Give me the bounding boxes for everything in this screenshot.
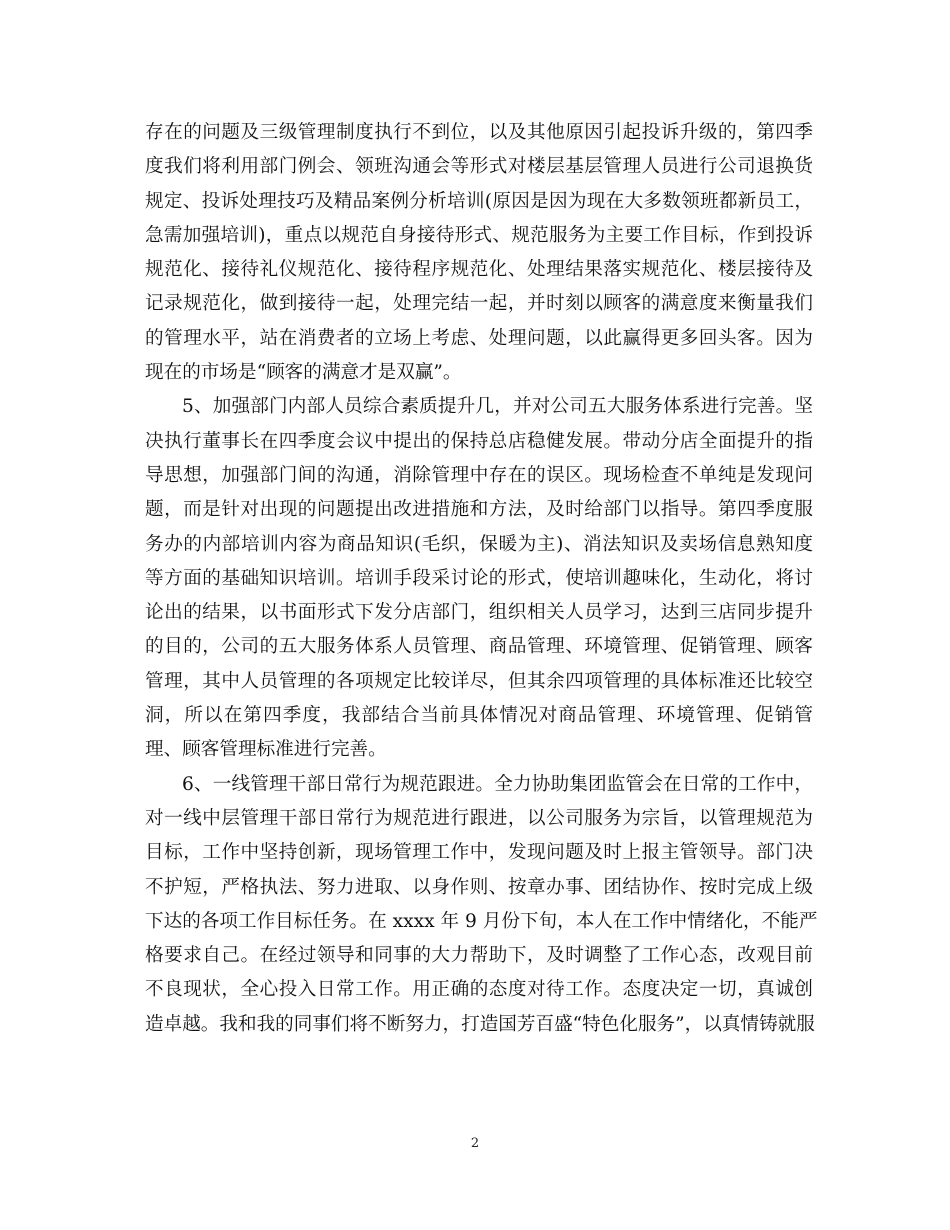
text-line: 管理，其中人员管理的各项规定比较详尽，但其余四项管理的具体标准还比较空 — [145, 670, 813, 692]
text-line: 论出的结果，以书面形式下发分店部门，组织相关人员学习，达到三店同步提升 — [145, 602, 813, 624]
text-line: 的管理水平，站在消费者的立场上考虑、处理问题，以此赢得更多回头客。因为 — [145, 327, 813, 349]
text-line: 决执行董事长在四季度会议中提出的保持总店稳健发展。带动分店全面提升的指 — [145, 430, 813, 452]
text-line: 6、一线管理干部日常行为规范跟进。全力协助集团监管会在日常的工作中， — [182, 773, 813, 795]
paragraph-complaint-handling — [145, 116, 813, 390]
text-line: 洞，所以在第四季度，我部结合当前具体情况对商品管理、环境管理、促销管 — [145, 705, 813, 727]
text-line: 现在的市场是“顾客的满意才是双赢”。 — [145, 362, 462, 384]
text-line: 不护短，严格执法、努力进取、以身作则、按章办事、团结协作、按时完成上级 — [145, 876, 813, 898]
text-line: 度我们将利用部门例会、领班沟通会等形式对楼层基层管理人员进行公司退换货 — [145, 156, 813, 178]
text-line: 规定、投诉处理技巧及精品案例分析培训(原因是因为现在大多数领班都新员工， — [145, 190, 813, 212]
text-line: 记录规范化，做到接待一起，处理完结一起，并时刻以顾客的满意度来衡量我们 — [145, 293, 813, 315]
text-line: 题，而是针对出现的问题提出改进措施和方法，及时给部门以指导。第四季度服 — [145, 499, 813, 521]
paragraph-item-6 — [145, 768, 818, 1042]
text-line: 对一线中层管理干部日常行为规范进行跟进，以公司服务为宗旨，以管理规范为 — [145, 807, 813, 829]
text-line: 急需加强培训)，重点以规范自身接待形式、规范服务为主要工作目标，作到投诉 — [145, 224, 813, 246]
text-line: 格要求自己。在经过领导和同事的大力帮助下，及时调整了工作心态，改观目前 — [145, 945, 813, 967]
text-line: 下达的各项工作目标任务。在 xxxx 年 9 月份下旬，本人在工作中情绪化，不能严 — [145, 910, 818, 932]
text-line: 规范化、接待礼仪规范化、接待程序规范化、处理结果落实规范化、楼层接待及 — [145, 259, 813, 281]
text-line: 导思想，加强部门间的沟通，消除管理中存在的误区。现场检查不单纯是发现问 — [145, 464, 813, 486]
text-line: 等方面的基础知识培训。培训手段采讨论的形式，使培训趣味化，生动化，将讨 — [145, 567, 813, 589]
paragraph-item-5 — [145, 390, 813, 767]
text-line: 理、顾客管理标准进行完善。 — [145, 739, 387, 761]
document-body — [145, 116, 818, 1042]
text-line: 不良现状，全心投入日常工作。用正确的态度对待工作。态度决定一切，真诚创 — [145, 979, 813, 1001]
text-line: 造卓越。我和我的同事们将不断努力，打造国芳百盛“特色化服务”，以真情铸就服 — [145, 1013, 815, 1035]
text-line: 5、加强部门内部人员综合素质提升几，并对公司五大服务体系进行完善。坚 — [182, 396, 813, 418]
text-line: 存在的问题及三级管理制度执行不到位，以及其他原因引起投诉升级的，第四季 — [145, 122, 813, 143]
text-line: 务办的内部培训内容为商品知识(毛织，保暖为主)、消法知识及卖场信息熟知度 — [145, 533, 813, 555]
text-line: 目标，工作中坚持创新，现场管理工作中，发现问题及时上报主管领导。部门决 — [145, 842, 813, 864]
text-line: 的目的，公司的五大服务体系人员管理、商品管理、环境管理、促销管理、顾客 — [145, 636, 813, 658]
page-number: 2 — [470, 1136, 480, 1151]
